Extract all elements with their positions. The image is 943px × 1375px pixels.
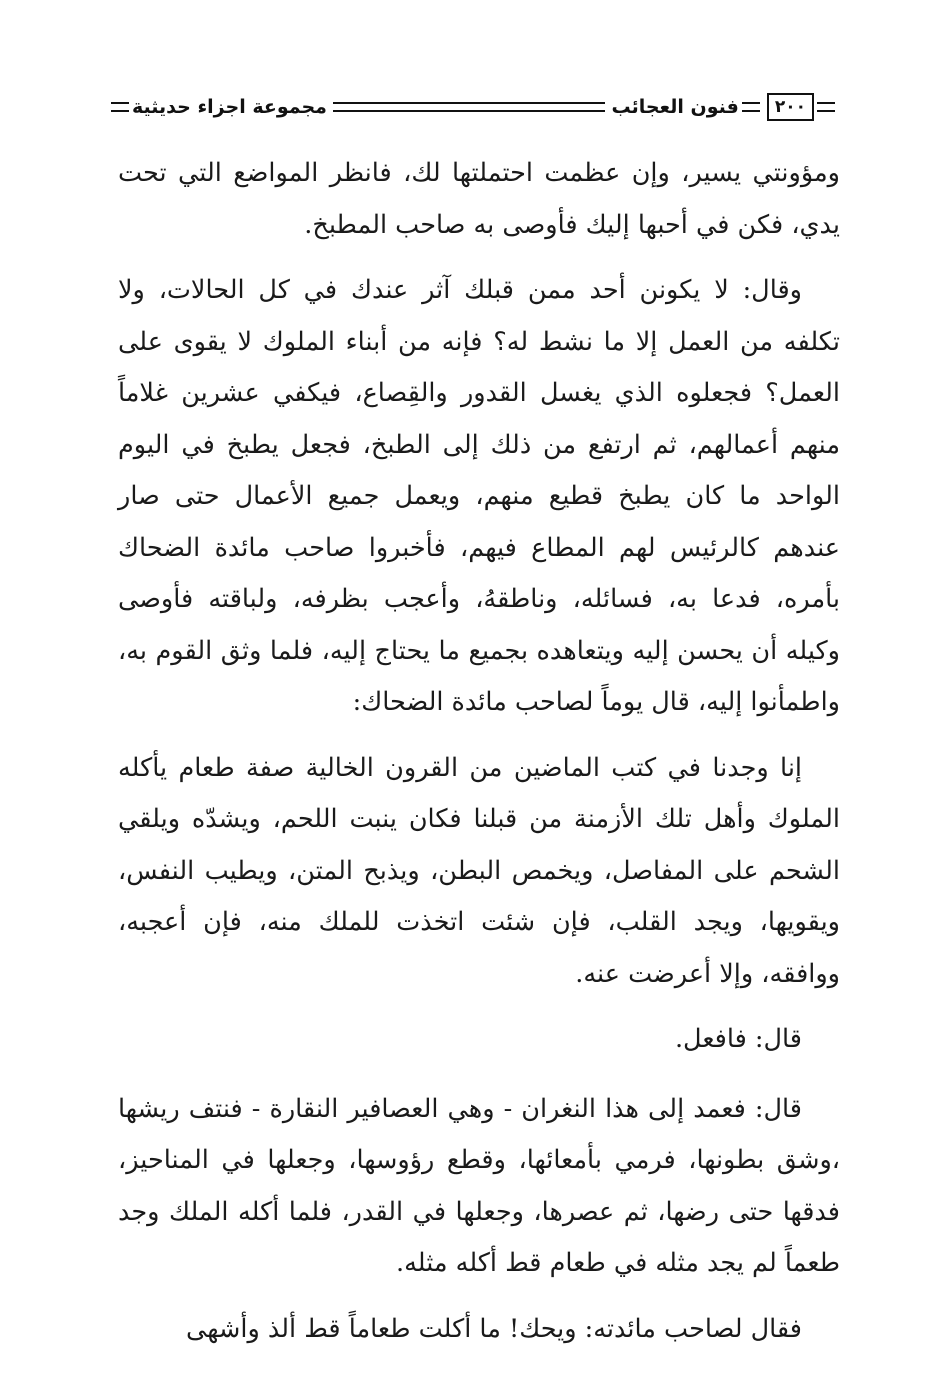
paragraph-1: ومؤونتي يسير، وإن عظمت احتملتها لك، فانظر المواضع التي تحت يدي، فكن في أحبها إليك فأوصى به صاحب المطبخ. — [118, 158, 840, 240]
paragraph-3: إنا وجدنا في كتب الماضين من القرون الخالية صفة طعام يأكله الملوك وأهل تلك الأزمنة من قبلنا فكان ينبت اللحم، ويشدّه ويلقي الشحم على المفاصل، ويخمص البطن، ويذبح المتن، ويطيب النفس، ويقويها، ويجد القلب، فإن شئت اتخذت للملك منه، فإن أعجبه، ووافقه، وإلا أعرضت عنه. — [118, 752, 840, 989]
paragraph-5: قال: فعمد إلى هذا النغران - وهي العصافير النقارة - فنتف ريشها ،وشق بطونها، فرمي بأمعائها، وقطع رؤوسها، وجعلها في المناحيز، فدقها حتى رضها، ثم عصرها، وجعلها في القدر، فلما أكله الملك وجد طعماً لم يجد مثله في طعام قط أكله مثله. — [118, 1093, 840, 1278]
chapter-title: فنون العجائب — [611, 96, 739, 118]
paragraph-6: فقال لصاحب مائدته: ويحك! ما أكلت طعاماً قط ألذ وأشهى — [185, 1313, 802, 1344]
page-body — [118, 148, 840, 1369]
header-rule-right — [817, 102, 835, 112]
page-number: ٢٠٠ — [767, 93, 814, 121]
header-rule-long — [333, 102, 606, 112]
header-rule-left — [111, 102, 129, 112]
running-header — [108, 92, 838, 122]
collection-title: مجموعة اجزاء حديثية — [132, 96, 327, 118]
header-rule-mid — [742, 102, 760, 112]
paragraph-2: وقال: لا يكونن أحد ممن قبلك آثر عندك في كل الحالات، ولا تكلفه من العمل إلا ما نشط له؟ فإنه من أبناء الملوك لا يقوى على العمل؟ فجعلوه الذي يغسل القدور والقِصاع، فيكفي عشرين غلاماً منهم أعمالهم، ثم ارتفع من ذلك إلى الطبخ، فجعل يطبخ في اليوم الواحد ما كان يطبخ قطيع منهم، ويعمل جميع الأعمال حتى صار عندهم كالرئيس لهم المطاع فيهم، فأخبروا صاحب مائدة الضحاك بأمره، فدعا به، فسائله، وناطقهُ، وأعجب بظرفه، ولباقته فأوصى وكيله أن يحسن إليه ويتعاهده بجميع ما يحتاج إليه، فلما وثق القوم به، واطمأنوا إليه، قال يوماً لصاحب مائدة الضحاك: — [118, 275, 840, 717]
paragraph-4: قال: فافعل. — [674, 1024, 802, 1054]
